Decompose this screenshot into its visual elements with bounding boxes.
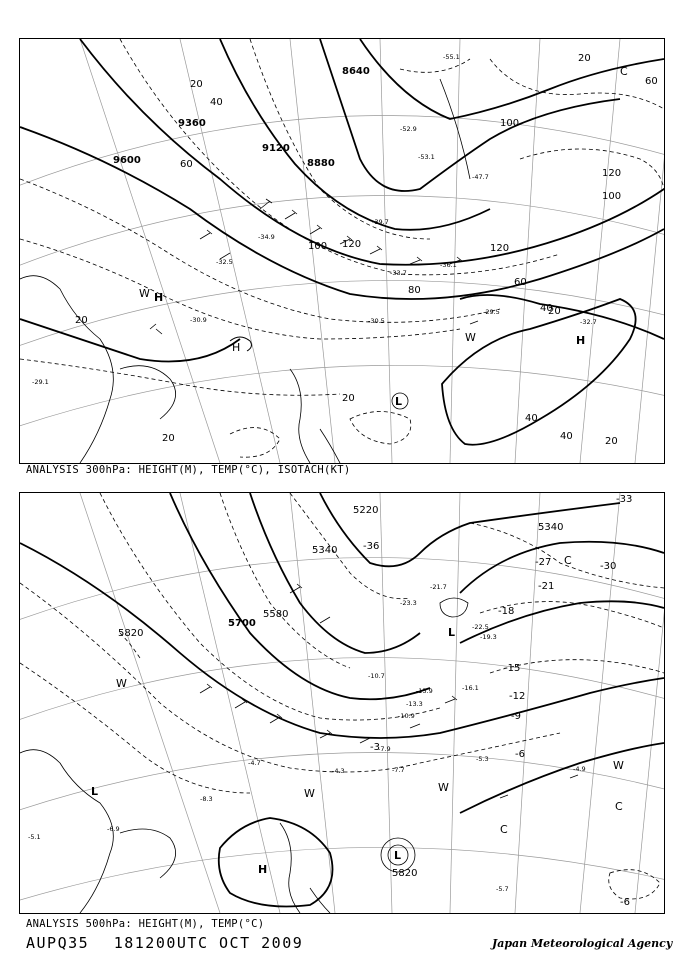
- caption-300hpa: ANALYSIS 300hPa: HEIGHT(M), TEMP(°C), ISOTACH(KT): [26, 464, 351, 476]
- temp-label: -39.7: [372, 218, 389, 226]
- temp-label: -6: [620, 897, 630, 908]
- temp-label: -32.5: [216, 258, 233, 266]
- valid-datetime: 181200UTC OCT 2009: [113, 934, 304, 952]
- temp-label: -3: [370, 742, 380, 753]
- height-label: 9360: [178, 118, 206, 129]
- isotach-label: 40: [525, 413, 538, 424]
- temp-label: -36: [363, 541, 380, 552]
- temp-label: -33: [616, 494, 633, 505]
- station-value: -7.7: [392, 766, 405, 774]
- station-value: -19.3: [480, 633, 497, 641]
- high-center-symbol: H: [258, 863, 268, 876]
- temp-label: -36.1: [440, 261, 457, 269]
- temp-label: -9: [511, 711, 521, 722]
- product-line: [26, 934, 317, 952]
- temp-label: -32.7: [580, 318, 597, 326]
- station-value: -6.9: [107, 825, 120, 833]
- product-code: AUPQ35: [26, 934, 90, 952]
- temp-label: -27: [535, 557, 552, 568]
- station-value: -5.3: [476, 755, 489, 763]
- height-label: 9120: [262, 143, 290, 154]
- isotach-label: 20: [578, 53, 591, 64]
- height-label: 5820: [392, 868, 418, 879]
- station-value: -23.3: [400, 599, 417, 607]
- temp-label: -15: [504, 663, 521, 674]
- height-label: 5700: [228, 618, 256, 629]
- isotach-label: 40: [560, 431, 573, 442]
- warm-center-symbol: W: [304, 787, 315, 800]
- temp-label: -52.9: [400, 125, 417, 133]
- station-value: -10.9: [398, 712, 415, 720]
- station-value: -5.1: [28, 833, 41, 841]
- height-label: 5340: [538, 522, 564, 533]
- temp-label: -30.9: [190, 316, 207, 324]
- temp-label: -34.9: [258, 233, 275, 241]
- station-value: -21.7: [430, 583, 447, 591]
- temp-label: -18: [498, 606, 515, 617]
- agency-name: Japan Meteorological Agency: [492, 937, 673, 950]
- temp-label: -55.1: [443, 53, 460, 61]
- map-500hpa-canvas: [20, 493, 664, 913]
- map-500hpa: [19, 492, 665, 914]
- station-value: -13.3: [406, 700, 423, 708]
- station-value: -4.3: [332, 767, 345, 775]
- cold-center-symbol: C: [564, 554, 572, 567]
- temp-label: -6: [515, 749, 525, 760]
- isotach-label: 120: [490, 243, 510, 254]
- height-label: 8880: [307, 158, 335, 169]
- height-label: 9600: [113, 155, 141, 166]
- cold-center-symbol: C: [615, 800, 623, 813]
- station-value: -8.3: [200, 795, 213, 803]
- cold-center-symbol: C: [500, 823, 508, 836]
- temp-label: -33.7: [390, 269, 407, 277]
- isotach-label: 100: [308, 241, 328, 252]
- isotach-label: 20: [162, 433, 175, 444]
- map-300hpa-canvas: [20, 39, 664, 463]
- height-label: 5340: [312, 545, 338, 556]
- temp-label: -30.5: [368, 317, 385, 325]
- low-center-symbol: L: [395, 395, 403, 408]
- isotach-label: 60: [514, 277, 527, 288]
- isotach-label: 80: [408, 285, 421, 296]
- map-300hpa: [19, 38, 665, 464]
- isotach-label: 40: [210, 97, 223, 108]
- warm-center-symbol: W: [465, 331, 476, 344]
- station-value: -4.9: [573, 765, 586, 773]
- temp-label: -47.7: [472, 173, 489, 181]
- isotach-label: 100: [500, 118, 520, 129]
- warm-center-symbol: W: [116, 677, 127, 690]
- isotach-label: 60: [180, 159, 193, 170]
- isotach-label: 40: [540, 303, 553, 314]
- station-value: -16.1: [462, 684, 479, 692]
- temp-label: -30: [600, 561, 617, 572]
- station-value: -10.7: [368, 672, 385, 680]
- temp-label: -21: [538, 581, 555, 592]
- isotach-label: 20: [605, 436, 618, 447]
- isotach-label: 20: [190, 79, 203, 90]
- low-center-symbol: L: [91, 785, 99, 798]
- isotach-label: 100: [602, 191, 622, 202]
- warm-center-symbol: W: [139, 287, 150, 300]
- height-label: 8640: [342, 66, 370, 77]
- warm-center-symbol: W: [438, 781, 449, 794]
- station-value: -7.9: [378, 745, 391, 753]
- temp-label: -12: [509, 691, 526, 702]
- height-label: 5820: [118, 628, 144, 639]
- high-center-symbol: H: [232, 341, 241, 354]
- station-value: -4.7: [248, 759, 261, 767]
- warm-center-symbol: W: [613, 759, 624, 772]
- height-label: 5580: [263, 609, 289, 620]
- isotach-label: 60: [645, 76, 658, 87]
- cold-center-symbol: C: [620, 65, 628, 78]
- height-label: 5220: [353, 505, 379, 516]
- high-center-symbol: H: [576, 334, 586, 347]
- station-value: -15.9: [416, 687, 433, 695]
- isotach-label: 20: [75, 315, 88, 326]
- temp-label: -29.5: [483, 308, 500, 316]
- low-center-symbol: L: [448, 626, 456, 639]
- isotach-label: 20: [548, 306, 561, 317]
- high-center-symbol: H: [154, 291, 164, 304]
- temp-label: -29.1: [32, 378, 49, 386]
- station-value: -5.7: [496, 885, 509, 893]
- isotach-label: 120: [342, 239, 362, 250]
- isotach-label: 120: [602, 168, 622, 179]
- station-value: -22.5: [472, 623, 489, 631]
- low-center-symbol: L: [394, 849, 402, 862]
- caption-500hpa: ANALYSIS 500hPa: HEIGHT(M), TEMP(°C): [26, 918, 265, 930]
- isotach-label: 20: [342, 393, 355, 404]
- temp-label: -53.1: [418, 153, 435, 161]
